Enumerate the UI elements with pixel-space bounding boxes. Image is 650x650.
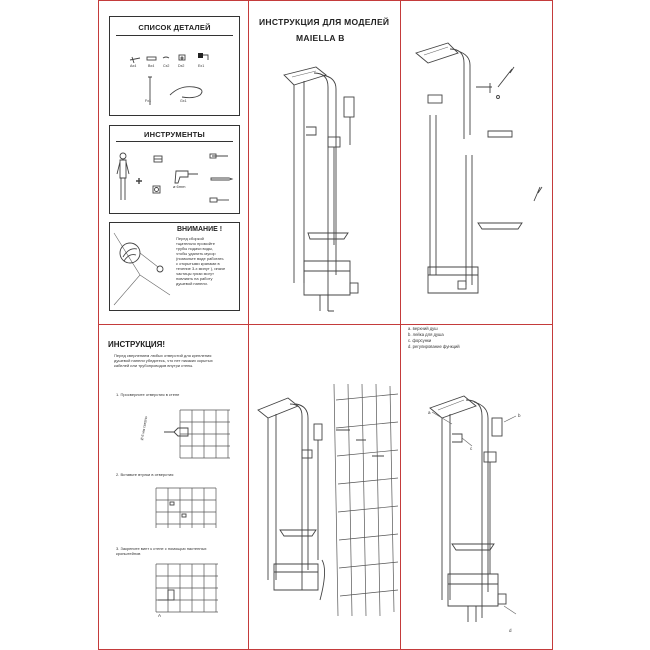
hose-g-icon <box>170 87 202 98</box>
instruction-title: ИНСТРУКЦИЯ! <box>108 340 166 349</box>
parts-list-title: СПИСОК ДЕТАЛЕЙ <box>138 23 211 32</box>
step-3-text <box>116 546 206 556</box>
step-2-text: 2. Вставьте втулки в отверстия <box>116 472 174 477</box>
drill-depth-label: Ø 6 мм сверло <box>140 415 149 441</box>
step-3-line: кронштейнов <box>116 551 141 556</box>
intro-line: душевой панели убедитесь, что нет никаких скрытых <box>114 358 213 363</box>
warning-line: чтобы удалить мусор <box>176 251 216 256</box>
part-label-d: Dx2 <box>178 64 185 68</box>
warning-line: трубы подачи воды, <box>176 246 214 251</box>
part-label-f: Fx1 <box>145 99 151 103</box>
level-icon <box>154 156 162 162</box>
part-label-b: Bx4 <box>148 64 155 68</box>
legend-item-c: c. форсунки <box>408 338 432 343</box>
wall-mount-drawing <box>252 380 402 620</box>
warning-text <box>176 236 238 286</box>
screwdriver-icon <box>210 154 228 158</box>
tile-grid <box>180 410 230 458</box>
warning-title: ВНИМАНИЕ ! <box>177 226 223 233</box>
bracket-d-icon <box>179 55 185 60</box>
step-1-text: 1. Просверлите отверстия в стене <box>116 392 180 397</box>
warning-line: (позвольте воде работать <box>176 256 224 261</box>
part-label-a: Ax4 <box>130 64 137 68</box>
intro-line: кабелей или трубопроводов внутри стены. <box>114 363 194 368</box>
warning-line: Перед сборкой <box>176 236 204 241</box>
warning-line: с открытыми кранами в <box>176 261 220 266</box>
wall-tile-grid <box>334 384 398 616</box>
step-3-drawing <box>150 560 230 620</box>
tools-icons <box>110 126 239 213</box>
step-3-callout: A <box>158 613 162 618</box>
callout-d: d <box>509 628 512 633</box>
manual-title: ИНСТРУКЦИЯ ДЛЯ МОДЕЛЕЙ <box>259 17 390 27</box>
tape-measure-icon <box>153 186 160 193</box>
labeled-panel-drawing <box>412 378 542 633</box>
pencil-icon <box>211 178 232 180</box>
shower-panel-drawing <box>270 55 380 325</box>
person-icon <box>117 153 129 200</box>
separator-left <box>98 0 99 650</box>
screwdriver-2-icon <box>210 198 229 202</box>
separator-top <box>98 0 553 1</box>
warning-line: душевой панели. <box>176 281 208 286</box>
plus-icon <box>136 178 142 184</box>
separator-right <box>552 0 553 650</box>
step-2-drawing <box>150 484 230 534</box>
model-name: MAIELLA B <box>296 33 345 43</box>
holder-e-icon <box>198 53 208 60</box>
callout-c: c <box>470 446 473 451</box>
parts-list-box <box>109 16 240 116</box>
tools-box <box>109 125 240 214</box>
exploded-view-drawing <box>402 25 552 315</box>
intro-line: Перед сверлением любых отверстий для крепления <box>114 353 212 358</box>
callout-a: a <box>428 410 431 415</box>
legend-item-d: d. регулирование функций <box>408 344 460 349</box>
part-label-e: Ex1 <box>198 64 205 68</box>
step-1-drawing <box>160 402 240 462</box>
anchor-b-icon <box>147 57 156 60</box>
warning-line: тщательно промойте <box>176 241 215 246</box>
callout-b: b <box>518 413 521 418</box>
warning-line: течение 3-х минут ), иначе <box>176 266 226 271</box>
components-legend <box>408 326 460 350</box>
screw-a-icon <box>130 57 140 63</box>
separator-col1 <box>248 0 249 650</box>
cap-c-icon <box>163 57 169 58</box>
legend-item-a: a. верхний душ <box>408 326 438 331</box>
warning-box <box>109 222 240 311</box>
part-label-c: Cx2 <box>163 64 170 68</box>
warning-line: повлиять на работу <box>176 276 213 281</box>
tools-title: ИНСТРУМЕНТЫ <box>144 130 205 139</box>
drill-icon <box>175 171 198 183</box>
drill-size-label: ø 6mm <box>173 184 186 189</box>
part-label-g: Gx1 <box>180 99 187 103</box>
step-3-line: 3. Закрепите винт к стене с помощью настенных <box>116 546 207 551</box>
warning-line: частицы грязи могут <box>176 271 214 276</box>
legend-item-b: b. лейка для душа <box>408 332 444 337</box>
instruction-intro <box>114 353 250 368</box>
